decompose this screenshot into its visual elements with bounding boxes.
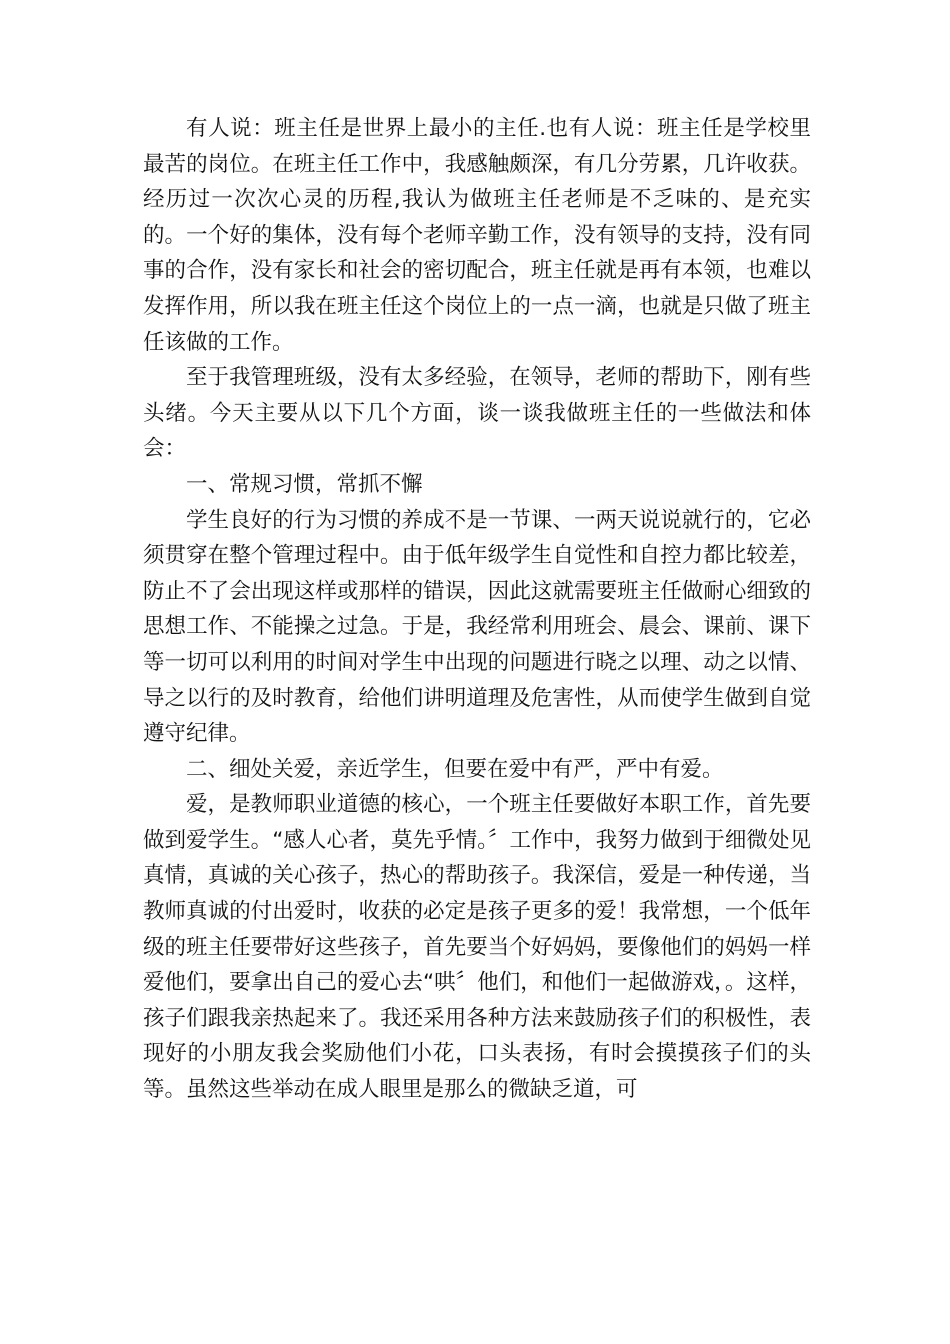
section-heading-2: 二、细处关爱，亲近学生，但要在爱中有严，严中有爱。 (186, 756, 724, 782)
paragraph-overview: 至于我管理班级，没有太多经验，在领导，老师的帮助下，刚有些头绪。今天主要从以下几个方面，谈一谈我做班主任的一些做法和体会： (143, 365, 811, 462)
paragraph-habits: 学生良好的行为习惯的养成不是一节课、一两天说说就行的，它必须贯穿在整个管理过程中。由于低年级学生自觉性和自控力都比较差，防止不了会出现这样或那样的错误，因此这就需要班主任做耐心细致的思想工作、不能操之过急。于是，我经常利用班会、晨会、课前、课下等一切可以利用的时间对学生中出现的问题进行晓之以理、动之以情、导之以行的及时教育，给他们讲明道理及危害性，从而使学生做到自觉遵守纪律。 (143, 507, 811, 747)
section-heading-1: 一、常规习惯，常抓不懈 (186, 471, 423, 497)
body-text (143, 111, 811, 1108)
paragraph-care: 爱，是教师职业道德的核心，一个班主任要做好本职工作，首先要做到爱学生。“感人心者，莫先乎情。〞工作中，我努力做到于细微处见真情，真诚的关心孩子，热心的帮助孩子。我深信，爱是一种传递，当教师真诚的付出爱时，收获的必定是孩子更多的爱！我常想，一个低年级的班主任要带好这些孩子，首先要当个好妈妈，要像他们的妈妈一样爱他们，要拿出自己的爱心去“哄〞他们，和他们一起做游戏，。这样，孩子们跟我亲热起来了。我还采用各种方法来鼓励孩子们的积极性，表现好的小朋友我会奖励他们小花，口头表扬，有时会摸摸孩子们的头等。虽然这些举动在成人眼里是那么的微缺乏道，可 (143, 792, 811, 1103)
paragraph-intro: 有人说：班主任是世界上最小的主任.也有人说：班主任是学校里最苦的岗位。在班主任工作中，我感触颇深，有几分劳累，几许收获。经历过一次次心灵的历程,我认为做班主任老师是不乏味的、是充实的。一个好的集体，没有每个老师辛勤工作，没有领导的支持，没有同事的合作，没有家长和社会的密切配合，班主任就是再有本领，也难以发挥作用，所以我在班主任这个岗位上的一点一滴，也就是只做了班主任该做的工作。 (143, 116, 811, 355)
